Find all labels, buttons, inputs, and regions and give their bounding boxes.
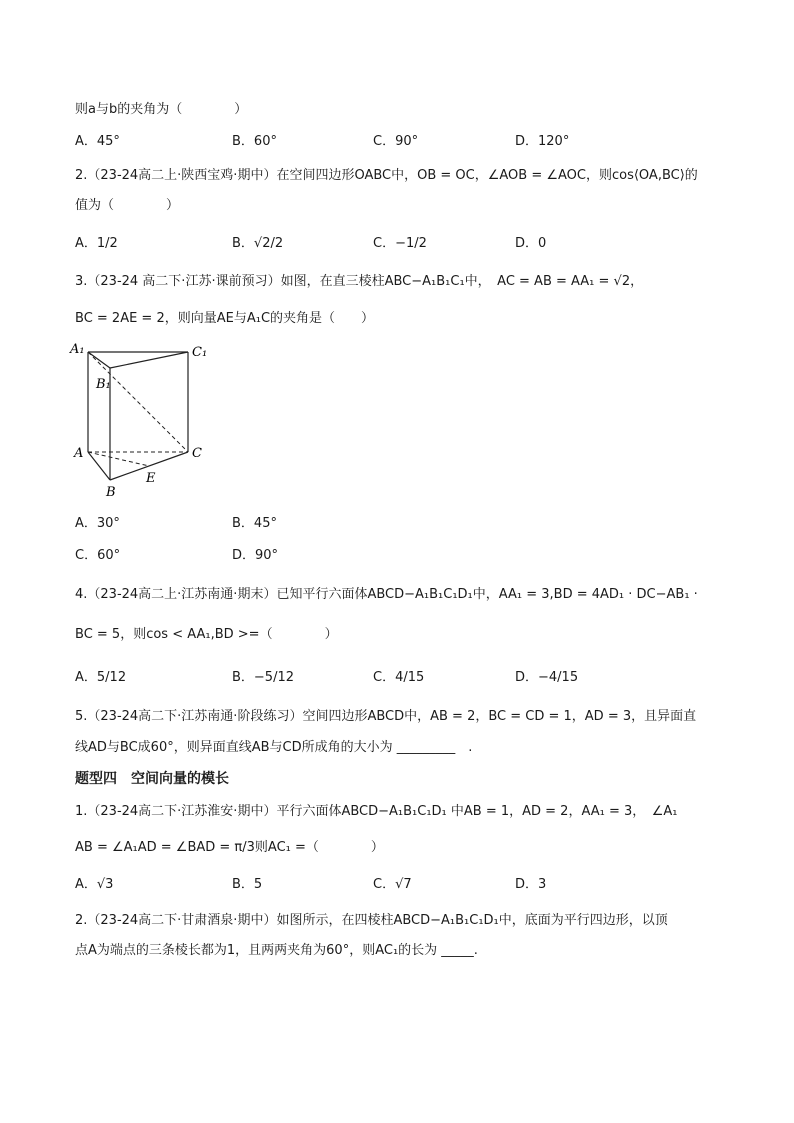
q2-option-c: C．−1/2 xyxy=(373,236,427,251)
q1-stem-end: 则a与b的夹角为（ ） xyxy=(75,102,248,117)
q4-option-d: D．−4/15 xyxy=(515,670,579,685)
q1-option-b: B．60° xyxy=(232,134,277,149)
h1-stem-line1: 1.（23-24高二下·江苏淮安·期中）平行六面体ABCD−A₁B₁C₁D₁ 中AB = 1，AD = 2，AA₁ = 3， ∠A₁ xyxy=(75,804,678,819)
q3-stem-line2: BC = 2AE = 2，则向量AE与A₁C的夹角是（ ） xyxy=(75,311,375,326)
label-c: C xyxy=(192,446,202,461)
q3-stem-line1: 3.（23-24 高二下·江苏·课前预习）如图，在直三棱柱ABC−A₁B₁C₁中， AC = AB = AA₁ = √2， xyxy=(75,274,644,289)
label-a: A xyxy=(74,446,84,461)
q1-option-a: A．45° xyxy=(75,134,120,149)
label-e: E xyxy=(146,471,156,486)
h2-stem-line2: 点A为端点的三条棱长都为1，且两两夹角为60°，则AC₁的长为 _____. xyxy=(75,943,478,958)
prism-figure xyxy=(62,338,222,504)
q4-option-c: C．4/15 xyxy=(373,670,425,685)
label-b1: B₁ xyxy=(96,377,111,392)
section-heading: 题型四 空间向量的模长 xyxy=(75,771,229,787)
h1-stem-line2: AB = ∠A₁AD = ∠BAD = π/3则AC₁ =（ ） xyxy=(75,840,384,855)
h2-stem-line1: 2.（23-24高二下·甘肃酒泉·期中）如图所示，在四棱柱ABCD−A₁B₁C₁D₁中，底面为平行四边形，以顶 xyxy=(75,913,668,928)
h1-option-c: C．√7 xyxy=(373,877,412,892)
q2-stem-line2: 值为（ ） xyxy=(75,198,180,213)
q1-option-d: D．120° xyxy=(515,134,570,149)
triangular-prism-diagram xyxy=(62,338,222,500)
q1-option-c: C．90° xyxy=(373,134,419,149)
label-b: B xyxy=(106,485,116,500)
label-c1: C₁ xyxy=(192,345,208,360)
label-a1: A₁ xyxy=(70,342,85,357)
h1-option-b: B．5 xyxy=(232,877,263,892)
q2-option-d: D．0 xyxy=(515,236,547,251)
q2-stem-line1: 2.（23-24高二上·陕西宝鸡·期中）在空间四边形OABC中，OB = OC，∠AOB = ∠AOC，则cos⟨OA,BC⟩的 xyxy=(75,168,698,183)
q4-stem-line2: BC = 5，则cos < AA₁,BD >=（ ） xyxy=(75,627,338,642)
h1-option-d: D．3 xyxy=(515,877,547,892)
q4-stem-line1: 4.（23-24高二上·江苏南通·期末）已知平行六面体ABCD−A₁B₁C₁D₁中，AA₁ = 3,BD = 4AD₁ · DC−AB₁ · xyxy=(75,587,698,602)
q3-option-a: A．30° xyxy=(75,516,120,531)
q4-option-a: A．5/12 xyxy=(75,670,127,685)
q5-stem-line2: 线AD与BC成60°，则异面直线AB与CD所成角的大小为 _________ . xyxy=(75,740,473,755)
q3-option-c: C．60° xyxy=(75,548,121,563)
q3-option-b: B．45° xyxy=(232,516,277,531)
q3-option-d: D．90° xyxy=(232,548,279,563)
q5-stem-line1: 5.（23-24高二下·江苏南通·阶段练习）空间四边形ABCD中，AB = 2，BC = CD = 1，AD = 3，且异面直 xyxy=(75,709,697,724)
h1-option-a: A．√3 xyxy=(75,877,114,892)
q2-option-b: B．√2/2 xyxy=(232,236,284,251)
q2-option-a: A．1/2 xyxy=(75,236,118,251)
q4-option-b: B．−5/12 xyxy=(232,670,295,685)
